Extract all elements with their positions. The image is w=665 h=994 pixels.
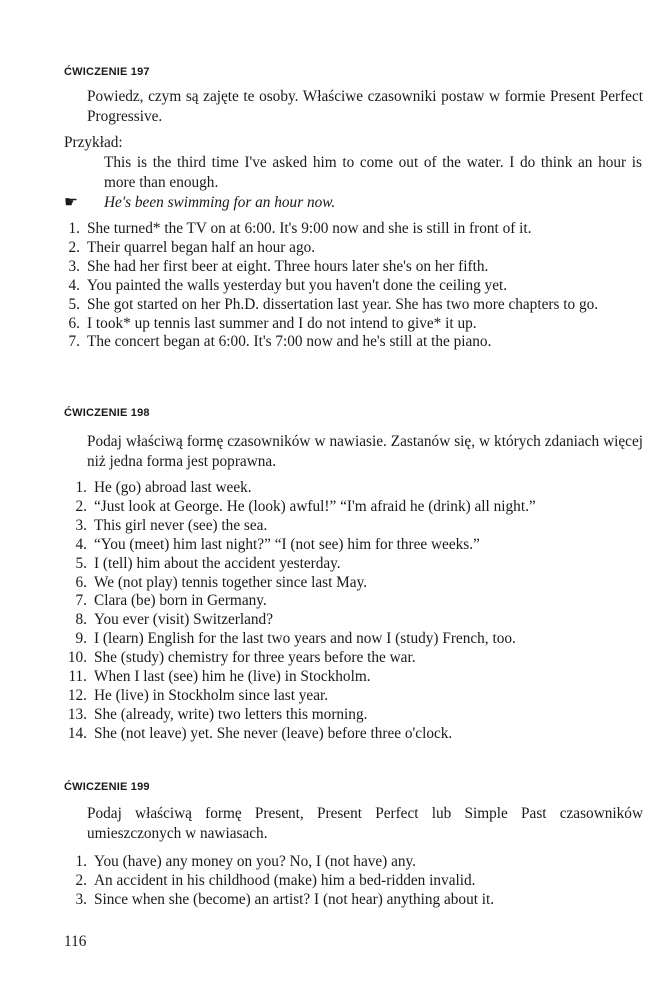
list-item: 9. I (learn) English for the last two years and now I (study) French, too. — [75, 630, 516, 648]
exercise-list — [64, 220, 644, 352]
list-item: 5. I (tell) him about the accident yesterday. — [75, 554, 341, 572]
exercise-instruction: Podaj właściwą formę czasowników w nawiasie. Zastanów się, w których zdaniach więcej niż jedna forma jest poprawna. — [87, 433, 643, 470]
exercise-list — [64, 853, 644, 910]
example-text: This is the third time I've asked him to come out of the water. I do think an hour is more than enough. — [104, 154, 642, 191]
example-label: Przykład: — [64, 134, 123, 151]
list-item: 3. She had her first beer at eight. Three hours later she's on her fifth. — [68, 257, 489, 275]
list-item: 3. This girl never (see) the sea. — [75, 516, 268, 534]
list-item: 8. You ever (visit) Switzerland? — [75, 611, 273, 629]
list-item: 3. Since when she (become) an artist? I (not hear) anything about it. — [75, 890, 495, 908]
list-item: 7. The concert began at 6:00. It's 7:00 now and he's still at the piano. — [68, 333, 492, 351]
exercise-instruction: Powiedz, czym są zajęte te osoby. Właściwe czasowniki postaw w formie Present Perfect Progressive. — [87, 88, 643, 125]
list-item: 6. We (not play) tennis together since last May. — [75, 573, 368, 591]
exercise-heading: ĆWICZENIE 197 — [64, 66, 150, 78]
list-item: 7. Clara (be) born in Germany. — [75, 592, 267, 610]
list-item: 6. I took* up tennis last summer and I do not intend to give* it up. — [68, 314, 477, 332]
pointing-hand-icon: ☛ — [64, 194, 78, 211]
list-item: 5. She got started on her Ph.D. dissertation last year. She has two more chapters to go. — [68, 295, 599, 313]
example-answer-row — [64, 193, 335, 213]
list-item: 13. She (already, write) two letters this morning. — [67, 705, 368, 723]
list-item: 11. When I last (see) him he (live) in Stockholm. — [68, 668, 371, 686]
list-item: 2. Their quarrel began half an hour ago. — [68, 238, 316, 256]
page-number: 116 — [64, 933, 87, 950]
list-item: 1. She turned* the TV on at 6:00. It's 9:00 now and she is still in front of it. — [68, 220, 532, 237]
list-item: 1. You (have) any money on you? No, I (not have) any. — [75, 853, 417, 870]
list-item: 4. You painted the walls yesterday but you haven't done the ceiling yet. — [68, 276, 508, 294]
list-item: 14. She (not leave) yet. She never (leave) before three o'clock. — [67, 724, 453, 742]
exercise-heading: ĆWICZENIE 198 — [64, 407, 150, 419]
exercise-heading: ĆWICZENIE 199 — [64, 781, 150, 793]
list-item: 2. “Just look at George. He (look) awful!” “I'm afraid he (drink) all night.” — [75, 497, 536, 515]
list-item: 1. He (go) abroad last week. — [75, 479, 252, 496]
list-item: 4. “You (meet) him last night?” “I (not see) him for three weeks.” — [75, 535, 480, 553]
example-answer: He's been swimming for an hour now. — [104, 194, 336, 211]
list-item: 10. She (study) chemistry for three years before the war. — [67, 649, 416, 667]
exercise-list — [64, 479, 644, 744]
list-item: 12. He (live) in Stockholm since last year. — [67, 686, 329, 704]
exercise-instruction: Podaj właściwą formę Present, Present Perfect lub Simple Past czasowników umieszczonych w nawiasach. — [87, 805, 643, 842]
list-item: 2. An accident in his childhood (make) him a bed-ridden invalid. — [75, 871, 476, 889]
